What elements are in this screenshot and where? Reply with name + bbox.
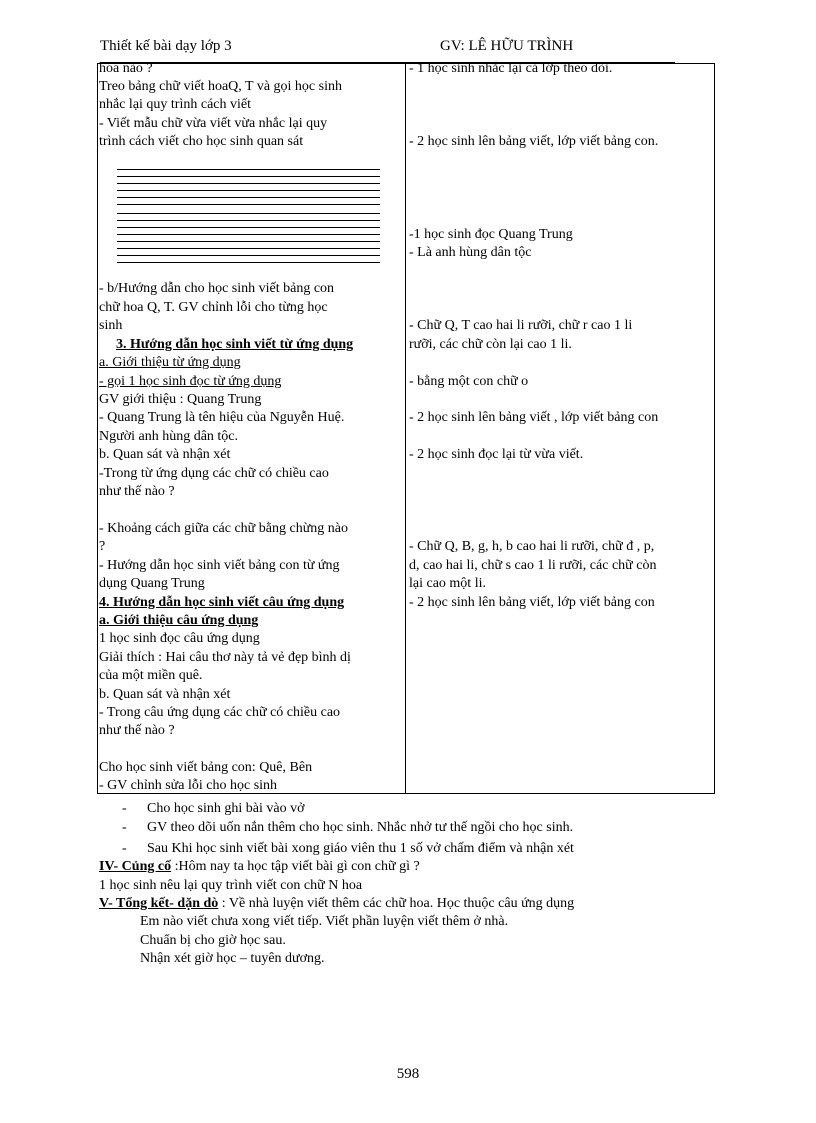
ruled-line	[117, 220, 380, 221]
right-line: - Chữ Q, B, g, h, b cao hai li rưỡi, chữ đ , p,	[409, 539, 655, 554]
ruled-line	[117, 213, 380, 214]
left-line: nhắc lại quy trình cách viết	[99, 97, 251, 112]
ruled-line	[117, 234, 380, 235]
left-line: - gọi 1 học sinh đọc từ ứng dụng	[99, 374, 282, 389]
left-line: -Trong từ ứng dụng các chữ có chiều cao	[99, 466, 329, 481]
page-header-left: Thiết kế bài dạy lớp 3	[100, 38, 232, 54]
left-line: b. Quan sát và nhận xét	[99, 447, 231, 462]
right-line: lại cao một li.	[409, 576, 486, 591]
left-line: Treo bảng chữ viết hoaQ, T và gọi học sinh	[99, 79, 342, 94]
ruled-line	[117, 190, 380, 191]
right-line: - Là anh hùng dân tộc	[409, 245, 532, 260]
right-line: - 2 học sinh lên bảng viết, lớp viết bảng con	[409, 595, 655, 610]
left-line: - Trong câu ứng dụng các chữ có chiều cao	[99, 705, 341, 720]
ruled-line	[117, 169, 380, 170]
right-line: - 2 học sinh lên bảng viết , lớp viết bảng con	[409, 410, 659, 425]
right-line: -1 học sinh đọc Quang Trung	[409, 227, 573, 242]
left-line: dụng Quang Trung	[99, 576, 205, 591]
left-line: b. Quan sát và nhận xét	[99, 687, 231, 702]
right-line: d, cao hai li, chữ s cao 1 li rưỡi, các chữ còn	[409, 558, 657, 573]
right-line: - 2 học sinh đọc lại từ vừa viết.	[409, 447, 584, 462]
left-line: - Quang Trung là tên hiệu của Nguyễn Huệ.	[99, 410, 345, 425]
section-3-heading: 3. Hướng dẫn học sinh viết từ ứng dụng	[116, 337, 354, 352]
section-4-title: IV- Củng cố	[99, 859, 172, 874]
section-4-line	[99, 858, 420, 876]
right-line: rưỡi, các chữ còn lại cao 1 li.	[409, 337, 572, 352]
bullet-item	[122, 840, 574, 858]
left-line: - GV chỉnh sửa lỗi cho học sinh	[99, 778, 278, 793]
left-line: hoa nào ?	[99, 61, 153, 76]
closing-line: Chuẩn bị cho giờ học sau.	[140, 933, 286, 948]
right-line: - Chữ Q, T cao hai li rưỡi, chữ r cao 1 li	[409, 318, 633, 333]
right-line: - 1 học sinh nhắc lại cả lớp theo dõi.	[409, 61, 613, 76]
section-4-heading: 4. Hướng dẫn học sinh viết câu ứng dụng	[99, 595, 345, 610]
bullet-text: Cho học sinh ghi bài vào vở	[147, 801, 305, 816]
section-5-title: V- Tổng kết- dặn dò	[99, 896, 219, 911]
left-line: như thế nào ?	[99, 723, 175, 738]
left-line: như thế nào ?	[99, 484, 175, 499]
section-4-text: :Hôm nay ta học tập viết bài gì con chữ gì ?	[171, 859, 420, 874]
bullet-text: Sau Khi học sinh viết bài xong giáo viên thu 1 số vở chấm điểm và nhận xét	[147, 841, 574, 856]
left-line: Người anh hùng dân tộc.	[99, 429, 239, 444]
left-line: sinh	[99, 318, 123, 333]
left-line: - Khoảng cách giữa các chữ bằng chừng nào	[99, 521, 348, 536]
page-number: 598	[396, 1066, 420, 1082]
section-5-line	[99, 895, 574, 913]
ruled-line	[117, 204, 380, 205]
ruled-line	[117, 227, 380, 228]
bullet-dash: -	[122, 820, 127, 835]
section-4-line-2: 1 học sinh nêu lại quy trình viết con chữ N hoa	[99, 878, 363, 893]
left-line: a. Giới thiệu từ ứng dụng	[99, 355, 241, 370]
left-line: - b/Hướng dẫn cho học sinh viết bảng con	[99, 281, 335, 296]
left-line: trình cách viết cho học sinh quan sát	[99, 134, 304, 149]
ruled-line	[117, 176, 380, 177]
left-line: Cho học sinh viết bảng con: Quê, Bên	[99, 760, 313, 775]
ruled-line	[117, 183, 380, 184]
left-line: Giải thích : Hai câu thơ này tả vẻ đẹp bình dị	[99, 650, 351, 665]
ruled-line	[117, 241, 380, 242]
ruled-line	[117, 197, 380, 198]
bullet-item	[122, 819, 574, 837]
bullet-dash: -	[122, 841, 127, 856]
ruled-line	[117, 262, 380, 263]
bullet-text: GV theo dõi uốn nắn thêm cho học sinh. Nhắc nhở tư thế ngồi cho học sinh.	[147, 820, 574, 835]
left-line: của một miền quê.	[99, 668, 203, 683]
ruled-line	[117, 255, 380, 256]
section-5-text: : Về nhà luyện viết thêm các chữ hoa. Học thuộc câu ứng dụng	[218, 896, 575, 911]
left-line: chữ hoa Q, T. GV chỉnh lỗi cho từng học	[99, 300, 328, 315]
closing-line: Em nào viết chưa xong viết tiếp. Viết phần luyện viết thêm ở nhà.	[140, 914, 509, 929]
column-divider	[405, 63, 406, 794]
right-line: - bằng một con chữ o	[409, 374, 529, 389]
closing-line: Nhận xét giờ học – tuyên dương.	[140, 951, 325, 966]
ruled-line	[117, 248, 380, 249]
left-line: - Viết mẫu chữ vừa viết vừa nhắc lại quy	[99, 116, 328, 131]
right-line: - 2 học sinh lên bảng viết, lớp viết bảng con.	[409, 134, 659, 149]
left-line: a. Giới thiệu câu ứng dụng	[99, 613, 259, 628]
left-line: - Hướng dẫn học sinh viết bảng con từ ứng	[99, 558, 340, 573]
page-header-right: GV: LÊ HỮU TRÌNH	[440, 38, 574, 54]
bullet-dash: -	[122, 801, 127, 816]
left-line: 1 học sinh đọc câu ứng dụng	[99, 631, 260, 646]
left-line: GV giới thiệu : Quang Trung	[99, 392, 262, 407]
left-line: ?	[99, 539, 106, 554]
bullet-item	[122, 800, 305, 818]
